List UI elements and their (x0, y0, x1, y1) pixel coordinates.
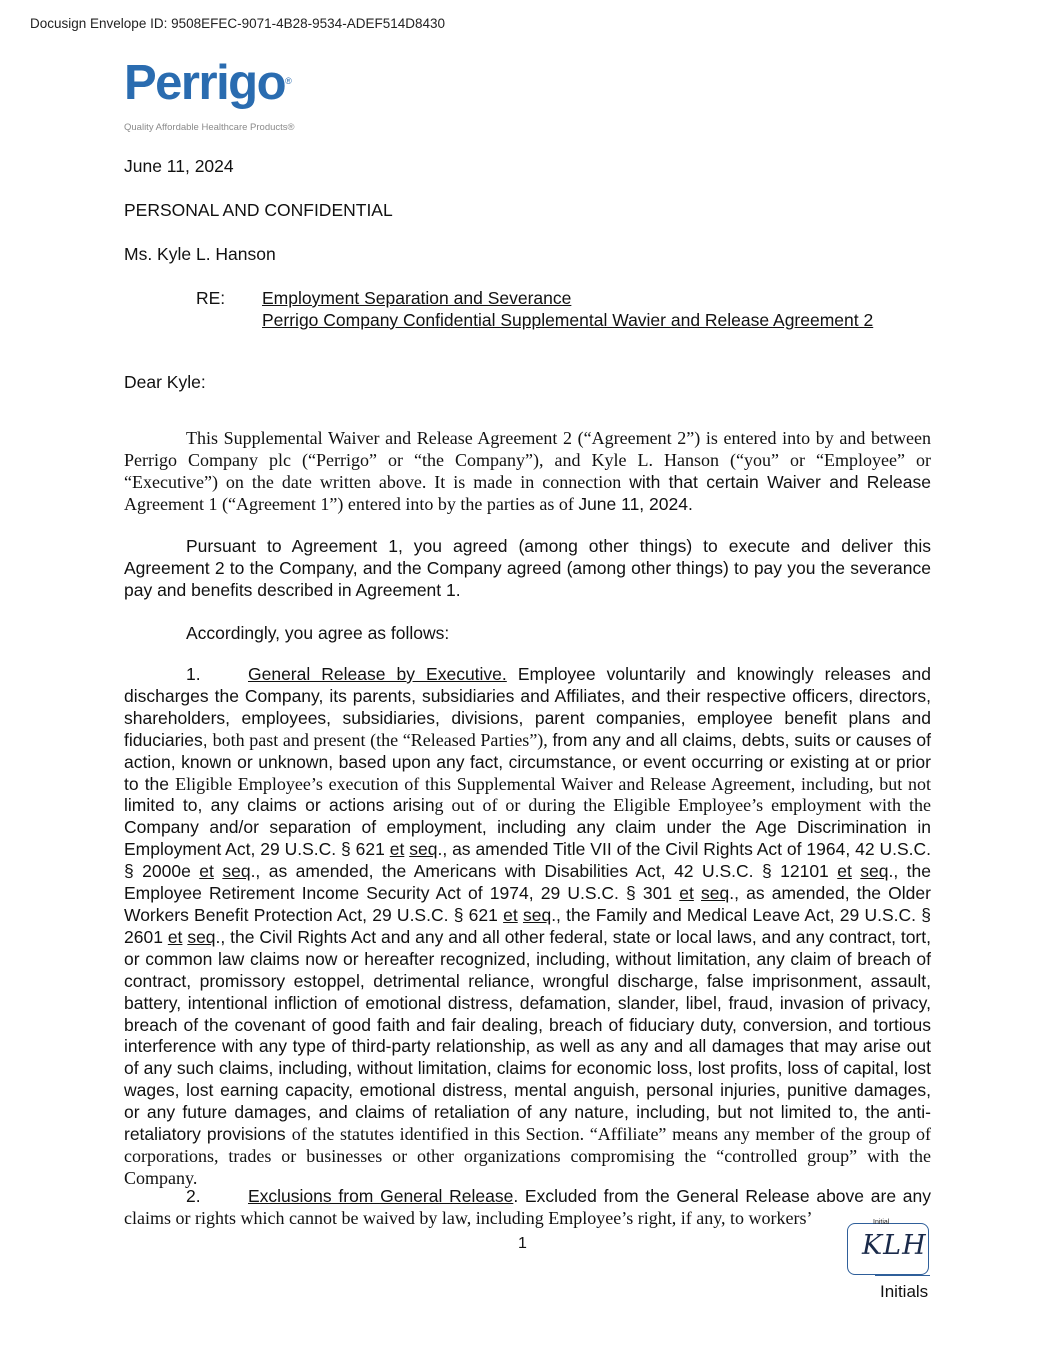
paragraph-accordingly: Accordingly, you agree as follows: (186, 623, 450, 643)
section-number: 1. (186, 664, 201, 684)
initial-field-caption: Initial (873, 1219, 890, 1226)
recipient-name: Ms. Kyle L. Hanson (124, 244, 276, 264)
text-run: of the statutes identified in this Section. “Affiliate” means any member of the group of corporations, trades or businesses or other organizations compromising the “controlled group” with the Company. (124, 1124, 931, 1188)
perrigo-logo (124, 58, 304, 133)
salutation: Dear Kyle: (124, 372, 206, 392)
logo-registered-mark: ® (285, 76, 292, 86)
citation-seq: seq (860, 861, 889, 882)
citation-et: et (199, 861, 214, 882)
section-1-general-release (124, 664, 931, 1190)
text-run: ., the Family and Medical Leave Act, 29 U.S.C. § 2601 (124, 904, 931, 947)
citation-et: et (679, 883, 694, 904)
text-run: from any and all claims, debts, suits or causes of action, known or unknown, based upon any fact, circumstance, or event occurring or existing at or prior to the (124, 729, 931, 794)
text-run: June 11, 2024. (578, 493, 693, 514)
re-subject-line-2: Perrigo Company Confidential Supplemental Wavier and Release Agreement 2 (262, 310, 874, 330)
text-run: both past and present (the “Released Parties”), (212, 729, 553, 750)
citation-seq: seq (222, 861, 251, 882)
text-run: This Supplemental Waiver and Release Agreement 2 (“Agreement 2”) is entered into by and between Perrigo Company plc (“Perrigo” or “the Company”), and Kyle L. Hanson (“you” or “Employee” or “Executive”) on the date written above. It is made in connection (124, 428, 931, 492)
text-run: Employee voluntarily and knowingly releases and discharges the Company, its parents, subsidiaries and Affiliates, and their respective officers, directors, shareholders, employees, subsidiaries, divisions, parent companies, employee benefit plans and fiduciaries, (124, 664, 931, 750)
citation-et: et (389, 839, 405, 860)
letter-date: June 11, 2024 (124, 156, 234, 176)
initials-label: Initials (880, 1282, 929, 1301)
initials-underline (875, 1275, 930, 1276)
text-run: ., the Civil Rights Act and any and all other federal, state or local laws, and any contract, tort, or common law claims now or hereafter recognized, including, without limitation, any claim of breach of contract, promissory estoppel, detrimental reliance, wrongful discharge, false imprisonment, assault, battery, intentional infliction of emotional distress, defamation, slander, libel, fraud, invasion of privacy, breach of the covenant of good faith and fair dealing, breach of fiduciary duty, conversion, and tortious interference with any type of third-party relationship, as well as any and all damages that may arise out of any such claims, including, without limitation, claims for economic loss, lost profits, loss of capital, lost wages, lost earning capacity, emotional distress, mental anguish, personal injuries, punitive damages, or any future damages, and claims of retaliation of any nature, including, but not limited to, the anti-retaliatory provisions (124, 926, 931, 1145)
re-label: RE: (196, 288, 226, 308)
text-run: Company and/or separation of employment, including any claim under the Age Discrimination in Employment Act, 29 U.S.C. § 621 (124, 817, 931, 860)
section-number: 2. (186, 1186, 201, 1206)
citation-et: et (837, 861, 852, 882)
text-run: . Excluded from the General Release above are any (513, 1186, 931, 1206)
docusign-envelope-id: Docusign Envelope ID: 9508EFEC-9071-4B28-9534-ADEF514D8430 (30, 16, 445, 31)
text-run: ., as amended Title VII of the Civil Rights Act of 1964, 42 U.S.C. § 2000e (124, 839, 931, 882)
text-run: g out of or during the Eligible Employee’s employment with the (434, 795, 931, 816)
confidential-notice: PERSONAL AND CONFIDENTIAL (124, 200, 393, 220)
initials-signature: KLH (862, 1230, 927, 1261)
citation-seq: seq (409, 839, 438, 860)
text-run: with that certain Waiver and Release (629, 471, 931, 492)
text-run: limited to, any claims or actions arisin (124, 795, 435, 816)
text-run: ., as amended, the Americans with Disabilities Act, 42 U.S.C. § 12101 (250, 861, 838, 882)
paragraph-pursuant: Pursuant to Agreement 1, you agreed (among other things) to execute and deliver this Agreement 2 to the Company, and the Company agreed (among other things) to pay you the severance pay and benefits described in Agreement 1. (124, 536, 931, 600)
text-run: Eligible Employee’s execution of this Supplemental Waiver and Release Agreement, including, but not (175, 773, 931, 794)
citation-et: et (167, 926, 183, 947)
citation-et: et (503, 904, 518, 925)
citation-seq: seq (701, 883, 730, 904)
text-run: Agreement 1 (“Agreement 1”) entered into by the parties as of (124, 493, 579, 514)
section-2-exclusions (124, 1186, 931, 1230)
section-title: General Release by Executive. (248, 664, 507, 684)
logo-tagline: Quality Affordable Healthcare Products® (124, 122, 295, 133)
text-run: claims or rights which cannot be waived by law, including Employee’s right, if any, to workers’ (124, 1207, 813, 1228)
page-number: 1 (518, 1235, 527, 1252)
text-run: ., the Employee Retirement Income Security Act of 1974, 29 U.S.C. § 301 (124, 861, 932, 904)
paragraph-agreement-intro (124, 428, 931, 516)
section-title: Exclusions from General Release (248, 1186, 514, 1206)
text-run: ., as amended, the Older Workers Benefit Protection Act, 29 U.S.C. § 621 (124, 883, 931, 925)
logo-wordmark: Perrigo (124, 56, 286, 110)
citation-seq: seq (522, 904, 552, 925)
re-subject-line-1: Employment Separation and Severance (262, 288, 572, 308)
citation-seq: seq (187, 926, 216, 947)
